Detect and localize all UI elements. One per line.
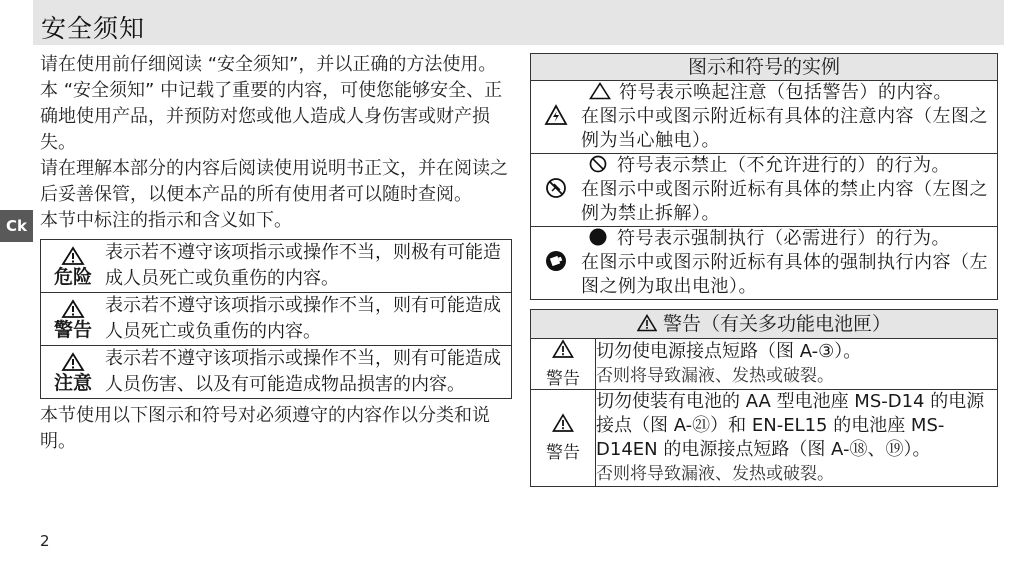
example-row [531,227,998,300]
no-disassembly-icon [545,177,567,199]
example-row [531,154,998,227]
prohibition-symbol-icon [589,155,607,173]
example-line1: 符号表示禁止（不允许进行的）的行为。 [617,155,950,176]
signal-word-caution: 注意 [53,372,92,394]
warnings-heading: 警告（有关多功能电池匣） [662,313,891,335]
example-row [531,81,998,154]
warning-label: 警告 [546,443,580,463]
caution-triangle-symbol-icon [589,82,611,100]
signal-word-warning: 警告 [53,319,92,341]
example-line2: 在图示中或图示附近标有具体的强制执行内容（左图之例为取出电池）。 [581,252,988,297]
remove-battery-icon [545,250,567,272]
example-line1: 符号表示强制执行（必需进行）的行为。 [617,228,950,249]
warning-triangle-icon [61,299,85,319]
signal-desc: 表示若不遵守该项指示或操作不当，则极有可能造成人员死亡或负重伤的内容。 [105,240,512,293]
header-bar [33,0,1004,45]
example-line2: 在图示中或图示附近标有具体的注意内容（左图之例为当心触电）。 [581,106,988,151]
mandatory-action-symbol-icon [589,228,607,246]
warning-triangle-icon [552,339,574,359]
page-number: 2 [40,532,50,550]
warning-main: 切勿使装有电池的 AA 型电池座 MS-D14 的电源接点（图 A-㉑）和 EN-EL15 的电池座 MS-D14EN 的电源接点短路（图 A-⑱、⑲）。 [596,391,985,460]
signal-word-table [40,239,512,399]
warning-triangle-icon [552,413,574,433]
outro-paragraph: 本节使用以下图示和符号对必须遵守的内容作以分类和说明。 [40,405,490,452]
warning-triangle-icon [61,246,85,266]
warning-consequence: 否则将导致漏液、发热或破裂。 [596,464,834,484]
signal-row-caution [41,346,512,399]
example-line1: 符号表示唤起注意（包括警告）的内容。 [619,82,952,103]
warning-main: 切勿使电源接点短路（图 A-③）。 [596,341,862,362]
examples-heading: 图示和符号的实例 [531,54,998,81]
warning-triangle-icon [61,352,85,372]
intro-paragraph: 请在理解本部分的内容后阅读使用说明书正文，并在阅读之后妥善保管，以便本产品的所有使用者可以随时查阅。 [40,158,508,205]
warning-row [531,390,998,487]
left-column [40,52,514,455]
signal-row-warning [41,293,512,346]
right-column [530,53,998,487]
electric-shock-caution-icon [544,104,568,126]
signal-word-danger: 危险 [53,266,92,288]
intro-paragraph: 本节中标注的指示和含义如下。 [40,210,292,231]
warning-triangle-icon [637,314,657,332]
warning-consequence: 否则将导致漏液、发热或破裂。 [596,366,834,386]
signal-desc: 表示若不遵守该项指示或操作不当，则有可能造成人员伤害、以及有可能造成物品损害的内容。 [105,346,512,399]
symbol-examples-table [530,53,998,300]
language-tab: Ck [0,210,33,242]
signal-desc: 表示若不遵守该项指示或操作不当，则有可能造成人员死亡或负重伤的内容。 [105,293,512,346]
page-title: 安全须知 [41,14,146,43]
signal-row-danger [41,240,512,293]
example-line2: 在图示中或图示附近标有具体的禁止内容（左图之例为禁止拆解）。 [581,179,988,224]
intro-paragraph: 本 “安全须知” 中记载了重要的内容，可使您能够安全、正确地使用产品，并预防对您或他人造成人身伤害或财产损失。 [40,80,503,153]
battery-pack-warnings-table [530,309,998,487]
warning-row [531,339,998,390]
warning-label: 警告 [546,369,580,389]
intro-paragraph: 请在使用前仔细阅读 “安全须知”，并以正确的方法使用。 [40,54,497,75]
